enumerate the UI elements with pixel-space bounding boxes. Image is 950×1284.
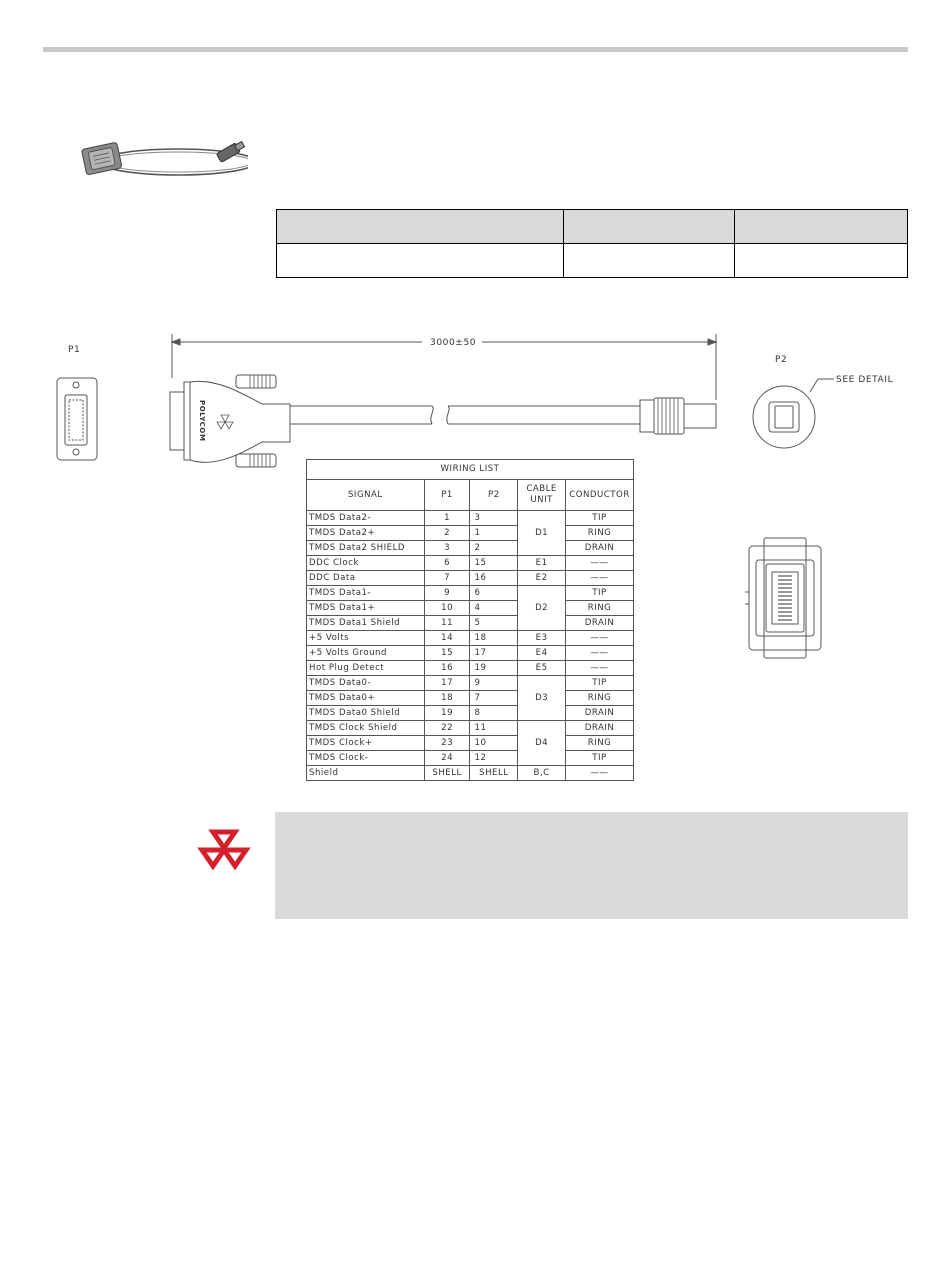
table-row [307,736,634,751]
signal-cell: TMDS Data1+ [307,601,425,616]
signal-cell: TMDS Clock- [307,751,425,766]
conductor-cell: DRAIN [566,616,634,631]
spec-cell [564,244,734,278]
p2-cell: 5 [470,616,518,631]
wiring-list-header-row [307,480,634,511]
p2-cell: 19 [470,661,518,676]
p2-cell: 11 [470,721,518,736]
p2-cell: 4 [470,601,518,616]
cable-unit-cell: D3 [518,676,566,721]
table-row [307,586,634,601]
p1-cell: 14 [424,631,470,646]
p2-cell: 6 [470,586,518,601]
signal-cell: TMDS Data1- [307,586,425,601]
p2-cell: 17 [470,646,518,661]
cable-length-dimension: 3000±50 [430,338,477,348]
conductor-cell: DRAIN [566,541,634,556]
p1-cell: 17 [424,676,470,691]
table-row [307,616,634,631]
table-row [307,691,634,706]
header-signal: SIGNAL [307,480,425,511]
spec-table [276,209,908,278]
table-row [307,631,634,646]
conductor-cell: —— [566,661,634,676]
signal-cell: DDC Data [307,571,425,586]
header-rule [43,47,908,52]
conductor-cell: TIP [566,676,634,691]
p1-cell: 19 [424,706,470,721]
header-conductor: CONDUCTOR [566,480,634,511]
conductor-cell: RING [566,526,634,541]
conductor-cell: TIP [566,511,634,526]
p1-cell: 16 [424,661,470,676]
cable-unit-cell: D1 [518,511,566,556]
p1-cell: 7 [424,571,470,586]
signal-cell: DDC Clock [307,556,425,571]
spec-header-cell [277,210,564,244]
p2-cell: 1 [470,526,518,541]
p2-cell: SHELL [470,766,518,781]
cable-unit-cell: D2 [518,586,566,631]
spec-header-cell [564,210,734,244]
table-row [307,676,634,691]
cable-unit-cell: E2 [518,571,566,586]
signal-cell: TMDS Data0 Shield [307,706,425,721]
conductor-cell: DRAIN [566,706,634,721]
p1-cell: 23 [424,736,470,751]
signal-cell: TMDS Data2+ [307,526,425,541]
signal-cell: TMDS Data0+ [307,691,425,706]
cable-unit-cell: E1 [518,556,566,571]
p2-cell: 8 [470,706,518,721]
cable-photo [78,136,248,184]
p1-cell: 11 [424,616,470,631]
signal-cell: +5 Volts [307,631,425,646]
conductor-cell: —— [566,571,634,586]
conductor-cell: —— [566,556,634,571]
p2-cell: 18 [470,631,518,646]
signal-cell: TMDS Data2- [307,511,425,526]
p2-cell: 9 [470,676,518,691]
conductor-cell: TIP [566,751,634,766]
conductor-cell: —— [566,766,634,781]
cable-unit-cell: B,C [518,766,566,781]
table-row [307,706,634,721]
cable-unit-cell: E4 [518,646,566,661]
table-row [307,751,634,766]
p2-cell: 16 [470,571,518,586]
p1-cell: 24 [424,751,470,766]
table-row [307,766,634,781]
p1-cell: SHELL [424,766,470,781]
header-p1: P1 [424,480,470,511]
signal-cell: TMDS Clock+ [307,736,425,751]
conductor-cell: DRAIN [566,721,634,736]
cable-unit-cell: D4 [518,721,566,766]
conductor-cell: RING [566,691,634,706]
table-row [307,721,634,736]
note-box [275,812,908,919]
signal-cell: TMDS Clock Shield [307,721,425,736]
table-row [307,541,634,556]
table-row [307,661,634,676]
p2-cell: 2 [470,541,518,556]
cable-unit-cell: E5 [518,661,566,676]
p2-cell: 3 [470,511,518,526]
conductor-cell: RING [566,736,634,751]
p1-cell: 22 [424,721,470,736]
connector-brand-label: POLYCOM [198,400,206,442]
p1-label: P1 [68,345,81,355]
wiring-list-title: WIRING LIST [307,460,634,480]
p1-cell: 1 [424,511,470,526]
p1-cell: 18 [424,691,470,706]
p2-label: P2 [775,355,788,365]
signal-cell: Hot Plug Detect [307,661,425,676]
p1-cell: 10 [424,601,470,616]
wiring-list-table [306,459,634,781]
table-row [307,526,634,541]
spec-header-cell [734,210,907,244]
table-row [307,601,634,616]
header-cable-unit: CABLE UNIT [518,480,566,511]
table-row [307,646,634,661]
spec-cell [277,244,564,278]
polycom-logo-icon [197,826,251,874]
conductor-cell: RING [566,601,634,616]
spec-cell [734,244,907,278]
conductor-cell: TIP [566,586,634,601]
table-row [307,571,634,586]
signal-cell: Shield [307,766,425,781]
p1-cell: 2 [424,526,470,541]
p2-cell: 10 [470,736,518,751]
spec-table-row [277,244,908,278]
conductor-cell: —— [566,631,634,646]
wiring-list-title-row [307,460,634,480]
p2-cell: 15 [470,556,518,571]
header-p2: P2 [470,480,518,511]
signal-cell: TMDS Data0- [307,676,425,691]
table-row [307,511,634,526]
p2-cell: 12 [470,751,518,766]
p2-cell: 7 [470,691,518,706]
signal-cell: TMDS Data2 SHIELD [307,541,425,556]
see-detail-label: SEE DETAIL [836,375,894,385]
conductor-cell: —— [566,646,634,661]
p1-cell: 9 [424,586,470,601]
signal-cell: TMDS Data1 Shield [307,616,425,631]
table-row [307,556,634,571]
signal-cell: +5 Volts Ground [307,646,425,661]
cable-unit-cell: E3 [518,631,566,646]
spec-table-header [277,210,908,244]
p1-cell: 6 [424,556,470,571]
p1-cell: 15 [424,646,470,661]
p1-cell: 3 [424,541,470,556]
